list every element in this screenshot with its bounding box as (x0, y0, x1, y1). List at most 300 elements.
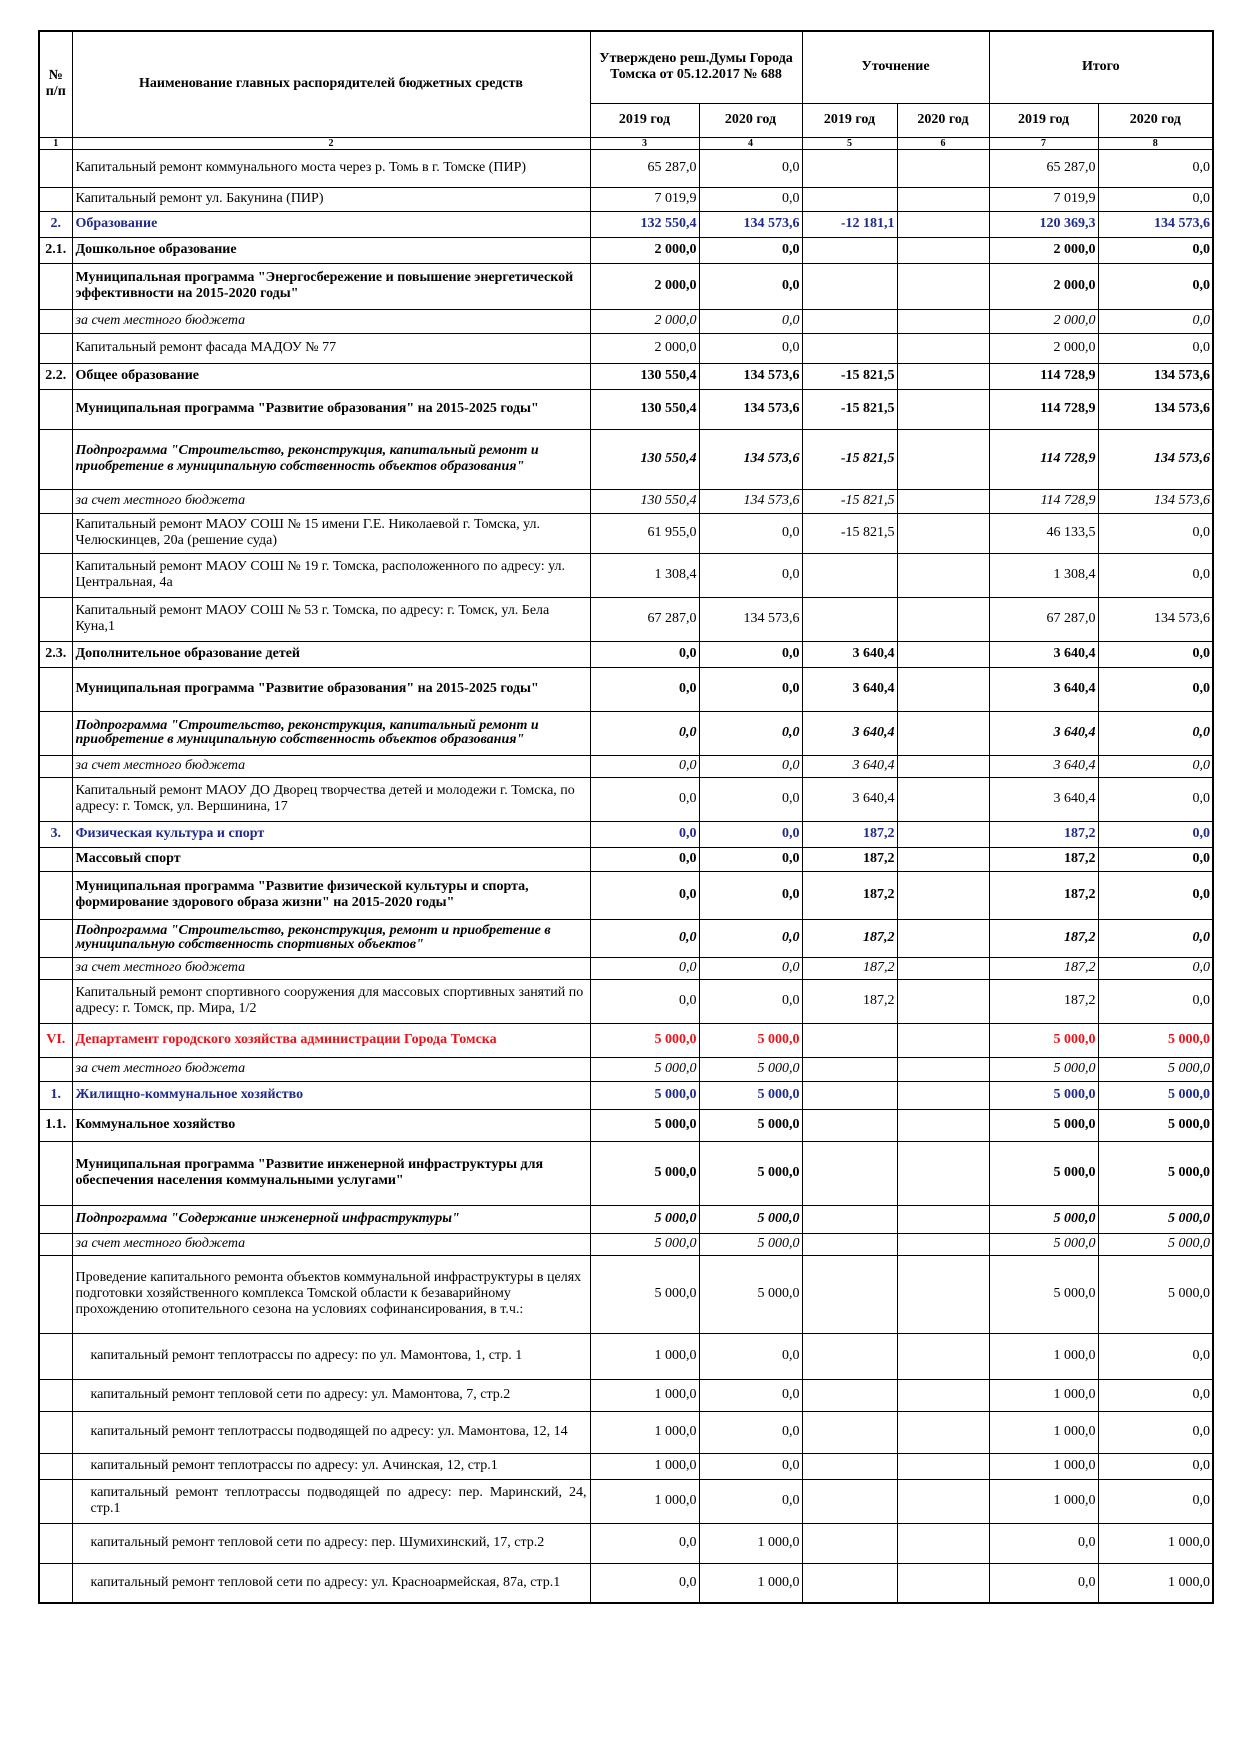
row-name: за счет местного бюджета (72, 309, 590, 333)
value-cell: 0,0 (699, 919, 802, 957)
value-cell: 0,0 (590, 871, 699, 919)
value-cell (897, 187, 989, 211)
value-cell: 5 000,0 (989, 1233, 1098, 1255)
table-header (39, 31, 1213, 149)
value-cell: 3 640,4 (989, 711, 1098, 755)
value-cell: 0,0 (1098, 149, 1213, 187)
value-cell: -15 821,5 (802, 513, 897, 553)
row-number (39, 755, 72, 777)
table-row (39, 1333, 1213, 1379)
value-cell (897, 755, 989, 777)
value-cell (897, 777, 989, 821)
value-cell: 134 573,6 (699, 389, 802, 429)
value-cell (897, 597, 989, 641)
value-cell: 5 000,0 (989, 1023, 1098, 1057)
row-name: Департамент городского хозяйства администрации Города Томска (72, 1023, 590, 1057)
value-cell (897, 1255, 989, 1333)
row-name: Дошкольное образование (72, 237, 590, 263)
value-cell (897, 957, 989, 979)
value-cell: 5 000,0 (699, 1205, 802, 1233)
value-cell (802, 263, 897, 309)
value-cell (897, 979, 989, 1023)
value-cell: 1 000,0 (699, 1563, 802, 1603)
row-name: Муниципальная программа "Развитие образования" на 2015-2025 годы" (72, 389, 590, 429)
table-row (39, 333, 1213, 363)
value-cell: -15 821,5 (802, 389, 897, 429)
value-cell: 1 000,0 (989, 1479, 1098, 1523)
value-cell: 0,0 (1098, 711, 1213, 755)
value-cell: 1 000,0 (590, 1453, 699, 1479)
value-cell: 67 287,0 (989, 597, 1098, 641)
value-cell: 0,0 (1098, 979, 1213, 1023)
row-number (39, 1333, 72, 1379)
value-cell: 3 640,4 (802, 755, 897, 777)
row-number (39, 1379, 72, 1411)
value-cell: 187,2 (989, 919, 1098, 957)
value-cell (897, 489, 989, 513)
value-cell: 0,0 (699, 957, 802, 979)
value-cell: 1 000,0 (590, 1333, 699, 1379)
value-cell: 0,0 (1098, 513, 1213, 553)
value-cell: 134 573,6 (1098, 489, 1213, 513)
value-cell: -15 821,5 (802, 363, 897, 389)
row-name: Капитальный ремонт фасада МАДОУ № 77 (72, 333, 590, 363)
table-row (39, 429, 1213, 489)
table-row (39, 711, 1213, 755)
row-name: Капитальный ремонт ул. Бакунина (ПИР) (72, 187, 590, 211)
value-cell: 0,0 (590, 667, 699, 711)
table-row (39, 597, 1213, 641)
row-name: Капитальный ремонт МАОУ СОШ № 19 г. Томска, расположенного по адресу: ул. Центральная, 4а (72, 553, 590, 597)
header-year: 2020 год (699, 103, 802, 137)
value-cell (802, 553, 897, 597)
value-cell: 5 000,0 (1098, 1205, 1213, 1233)
row-number (39, 1411, 72, 1453)
value-cell: 0,0 (699, 1379, 802, 1411)
row-number: 1.1. (39, 1109, 72, 1141)
value-cell (802, 187, 897, 211)
value-cell: 134 573,6 (1098, 429, 1213, 489)
value-cell: 0,0 (590, 755, 699, 777)
header-year: 2020 год (897, 103, 989, 137)
value-cell (897, 363, 989, 389)
value-cell: 0,0 (989, 1523, 1098, 1563)
value-cell: 0,0 (1098, 821, 1213, 847)
value-cell: 1 000,0 (989, 1379, 1098, 1411)
row-name: Капитальный ремонт коммунального моста через р. Томь в г. Томске (ПИР) (72, 149, 590, 187)
value-cell: 1 000,0 (1098, 1523, 1213, 1563)
value-cell (802, 1233, 897, 1255)
table-row (39, 821, 1213, 847)
value-cell (802, 333, 897, 363)
value-cell (802, 1255, 897, 1333)
value-cell: 5 000,0 (699, 1141, 802, 1205)
value-cell: 0,0 (699, 777, 802, 821)
row-name: капитальный ремонт теплотрассы подводящей по адресу: пер. Маринский, 24, стр.1 (72, 1479, 590, 1523)
value-cell: -12 181,1 (802, 211, 897, 237)
value-cell (897, 641, 989, 667)
column-number: 6 (897, 137, 989, 149)
header-year: 2019 год (802, 103, 897, 137)
table-row (39, 847, 1213, 871)
row-number (39, 309, 72, 333)
column-number: 5 (802, 137, 897, 149)
value-cell: 1 000,0 (989, 1333, 1098, 1379)
value-cell: 5 000,0 (699, 1057, 802, 1081)
header-year: 2019 год (590, 103, 699, 137)
value-cell (897, 1333, 989, 1379)
value-cell: 120 369,3 (989, 211, 1098, 237)
row-number (39, 187, 72, 211)
value-cell (897, 1023, 989, 1057)
value-cell: 1 000,0 (590, 1479, 699, 1523)
header-year: 2019 год (989, 103, 1098, 137)
table-row (39, 667, 1213, 711)
value-cell: 0,0 (989, 1563, 1098, 1603)
value-cell: 3 640,4 (989, 641, 1098, 667)
column-number: 4 (699, 137, 802, 149)
value-cell: 0,0 (699, 333, 802, 363)
value-cell (897, 149, 989, 187)
row-name: Образование (72, 211, 590, 237)
value-cell (897, 871, 989, 919)
value-cell (897, 1523, 989, 1563)
row-number: 1. (39, 1081, 72, 1109)
table-row (39, 1233, 1213, 1255)
value-cell: 5 000,0 (699, 1081, 802, 1109)
row-number (39, 777, 72, 821)
value-cell: 0,0 (1098, 309, 1213, 333)
table-row (39, 1057, 1213, 1081)
value-cell (802, 1141, 897, 1205)
value-cell: 0,0 (699, 979, 802, 1023)
value-cell (897, 1109, 989, 1141)
value-cell (897, 513, 989, 553)
value-cell: 132 550,4 (590, 211, 699, 237)
value-cell: 5 000,0 (1098, 1109, 1213, 1141)
value-cell: 0,0 (699, 149, 802, 187)
value-cell: 67 287,0 (590, 597, 699, 641)
value-cell: 0,0 (1098, 1453, 1213, 1479)
table-row (39, 1479, 1213, 1523)
table-row (39, 263, 1213, 309)
value-cell: 187,2 (989, 957, 1098, 979)
table-row (39, 363, 1213, 389)
value-cell: 5 000,0 (590, 1141, 699, 1205)
value-cell: 0,0 (1098, 1333, 1213, 1379)
row-name: капитальный ремонт тепловой сети по адресу: ул. Мамонтова, 7, стр.2 (72, 1379, 590, 1411)
value-cell: 0,0 (699, 667, 802, 711)
value-cell: 5 000,0 (699, 1255, 802, 1333)
value-cell (802, 1205, 897, 1233)
value-cell (897, 1141, 989, 1205)
value-cell: 0,0 (590, 979, 699, 1023)
value-cell (897, 263, 989, 309)
value-cell: 5 000,0 (590, 1255, 699, 1333)
table-row (39, 957, 1213, 979)
column-number: 1 (39, 137, 72, 149)
value-cell (897, 1233, 989, 1255)
row-number (39, 1523, 72, 1563)
table-row (39, 919, 1213, 957)
row-name: за счет местного бюджета (72, 489, 590, 513)
row-number (39, 1205, 72, 1233)
table-row (39, 309, 1213, 333)
row-name: Общее образование (72, 363, 590, 389)
value-cell: 5 000,0 (590, 1057, 699, 1081)
row-number (39, 489, 72, 513)
value-cell (897, 1411, 989, 1453)
row-number (39, 1479, 72, 1523)
row-name: Подпрограмма "Строительство, реконструкция, ремонт и приобретение в муниципальную собственность спортивных объектов" (72, 919, 590, 957)
value-cell: 187,2 (802, 847, 897, 871)
table-row (39, 513, 1213, 553)
value-cell: 3 640,4 (802, 777, 897, 821)
value-cell (897, 211, 989, 237)
value-cell: 5 000,0 (590, 1205, 699, 1233)
value-cell: 0,0 (590, 1523, 699, 1563)
value-cell: 0,0 (1098, 1379, 1213, 1411)
value-cell: 0,0 (1098, 755, 1213, 777)
value-cell: 0,0 (699, 847, 802, 871)
row-number (39, 389, 72, 429)
value-cell: 2 000,0 (590, 237, 699, 263)
table-row (39, 211, 1213, 237)
value-cell (802, 309, 897, 333)
row-name: Проведение капитального ремонта объектов коммунальной инфраструктуры в целях подготовки хозяйственного комплекса Томской области к безаварийному прохождению отопительного сезона на условиях софинансирования, в т.ч.: (72, 1255, 590, 1333)
value-cell: 130 550,4 (590, 429, 699, 489)
row-number: 2.2. (39, 363, 72, 389)
value-cell: 187,2 (802, 979, 897, 1023)
table-row (39, 1023, 1213, 1057)
value-cell (802, 1411, 897, 1453)
table-row (39, 1081, 1213, 1109)
value-cell: 0,0 (590, 919, 699, 957)
value-cell (897, 847, 989, 871)
value-cell: 0,0 (1098, 871, 1213, 919)
value-cell: 1 000,0 (1098, 1563, 1213, 1603)
value-cell: 5 000,0 (590, 1233, 699, 1255)
row-name: Муниципальная программа "Энергосбережение и повышение энергетической эффективности на 2015-2020 годы" (72, 263, 590, 309)
value-cell: 2 000,0 (989, 263, 1098, 309)
column-number: 8 (1098, 137, 1213, 149)
table-row (39, 1141, 1213, 1205)
value-cell: 134 573,6 (1098, 389, 1213, 429)
budget-table-sheet (38, 30, 1212, 1604)
value-cell: 5 000,0 (699, 1233, 802, 1255)
value-cell (897, 919, 989, 957)
value-cell: 5 000,0 (1098, 1081, 1213, 1109)
row-name: Подпрограмма "Содержание инженерной инфраструктуры" (72, 1205, 590, 1233)
header-name: Наименование главных распорядителей бюджетных средств (72, 31, 590, 137)
value-cell: 114 728,9 (989, 363, 1098, 389)
row-name: за счет местного бюджета (72, 1233, 590, 1255)
value-cell (802, 237, 897, 263)
value-cell: 0,0 (1098, 957, 1213, 979)
header-clarification: Уточнение (802, 31, 989, 103)
row-number (39, 263, 72, 309)
row-name: капитальный ремонт тепловой сети по адресу: пер. Шумихинский, 17, стр.2 (72, 1523, 590, 1563)
value-cell: 0,0 (1098, 667, 1213, 711)
value-cell: 134 573,6 (699, 597, 802, 641)
value-cell: 5 000,0 (590, 1023, 699, 1057)
value-cell: 1 000,0 (590, 1411, 699, 1453)
value-cell: 0,0 (699, 711, 802, 755)
value-cell: 1 308,4 (590, 553, 699, 597)
value-cell: 3 640,4 (989, 777, 1098, 821)
table-row (39, 1411, 1213, 1453)
row-number (39, 553, 72, 597)
value-cell (897, 333, 989, 363)
value-cell: 0,0 (1098, 1479, 1213, 1523)
table-row (39, 777, 1213, 821)
table-row (39, 553, 1213, 597)
table-row (39, 237, 1213, 263)
row-name: капитальный ремонт теплотрассы подводящей по адресу: ул. Мамонтова, 12, 14 (72, 1411, 590, 1453)
table-row (39, 489, 1213, 513)
value-cell: 0,0 (699, 1411, 802, 1453)
row-number (39, 1453, 72, 1479)
value-cell: 0,0 (1098, 847, 1213, 871)
row-number (39, 1255, 72, 1333)
row-number: VI. (39, 1023, 72, 1057)
value-cell (897, 309, 989, 333)
row-number (39, 149, 72, 187)
value-cell: 130 550,4 (590, 489, 699, 513)
row-number (39, 1057, 72, 1081)
value-cell: 0,0 (699, 755, 802, 777)
value-cell: 114 728,9 (989, 389, 1098, 429)
value-cell: 0,0 (699, 821, 802, 847)
header-approved: Утверждено реш.Думы Города Томска от 05.12.2017 № 688 (590, 31, 802, 103)
value-cell (802, 1523, 897, 1563)
value-cell (802, 1109, 897, 1141)
table-row (39, 1379, 1213, 1411)
value-cell: 5 000,0 (989, 1109, 1098, 1141)
value-cell: 187,2 (989, 821, 1098, 847)
row-number: 2. (39, 211, 72, 237)
row-name: Массовый спорт (72, 847, 590, 871)
row-name: за счет местного бюджета (72, 957, 590, 979)
value-cell: 65 287,0 (989, 149, 1098, 187)
value-cell: 0,0 (1098, 919, 1213, 957)
row-number (39, 513, 72, 553)
value-cell (897, 553, 989, 597)
value-cell: 0,0 (699, 553, 802, 597)
table-row (39, 1453, 1213, 1479)
value-cell (802, 1563, 897, 1603)
value-cell: 5 000,0 (590, 1109, 699, 1141)
table-row (39, 871, 1213, 919)
row-number (39, 429, 72, 489)
value-cell: 0,0 (1098, 263, 1213, 309)
row-name: Капитальный ремонт МАОУ СОШ № 53 г. Томска, по адресу: г. Томск, ул. Бела Куна,1 (72, 597, 590, 641)
value-cell: 134 573,6 (699, 211, 802, 237)
row-number: 2.3. (39, 641, 72, 667)
value-cell (802, 1479, 897, 1523)
row-number (39, 711, 72, 755)
value-cell: 134 573,6 (699, 429, 802, 489)
value-cell: 5 000,0 (590, 1081, 699, 1109)
value-cell: 5 000,0 (1098, 1141, 1213, 1205)
value-cell: 0,0 (1098, 187, 1213, 211)
table-row (39, 389, 1213, 429)
row-name: Жилищно-коммунальное хозяйство (72, 1081, 590, 1109)
header-total: Итого (989, 31, 1213, 103)
value-cell: 0,0 (590, 847, 699, 871)
value-cell: 5 000,0 (989, 1205, 1098, 1233)
column-number: 7 (989, 137, 1098, 149)
value-cell: 0,0 (699, 641, 802, 667)
value-cell (897, 429, 989, 489)
row-number (39, 597, 72, 641)
value-cell (802, 1081, 897, 1109)
table-row (39, 1255, 1213, 1333)
value-cell: 0,0 (699, 187, 802, 211)
value-cell: 134 573,6 (699, 363, 802, 389)
value-cell: 5 000,0 (1098, 1057, 1213, 1081)
row-name: капитальный ремонт теплотрассы по адресу: по ул. Мамонтова, 1, стр. 1 (72, 1333, 590, 1379)
value-cell: 1 000,0 (590, 1379, 699, 1411)
value-cell (802, 1453, 897, 1479)
row-name: Подпрограмма "Строительство, реконструкция, капитальный ремонт и приобретение в муниципальную собственность объектов образования" (72, 429, 590, 489)
value-cell: 2 000,0 (590, 309, 699, 333)
row-number (39, 333, 72, 363)
row-name: Капитальный ремонт спортивного сооружения для массовых спортивных занятий по адресу: г. Томск, пр. Мира, 1/2 (72, 979, 590, 1023)
value-cell: 134 573,6 (1098, 211, 1213, 237)
value-cell: 5 000,0 (1098, 1023, 1213, 1057)
value-cell: 5 000,0 (989, 1141, 1098, 1205)
value-cell: 187,2 (802, 957, 897, 979)
value-cell: 3 640,4 (989, 755, 1098, 777)
value-cell: -15 821,5 (802, 489, 897, 513)
value-cell: 0,0 (1098, 237, 1213, 263)
value-cell: 0,0 (699, 871, 802, 919)
value-cell: 5 000,0 (699, 1109, 802, 1141)
value-cell: 61 955,0 (590, 513, 699, 553)
value-cell: 114 728,9 (989, 429, 1098, 489)
row-number (39, 847, 72, 871)
table-row (39, 755, 1213, 777)
row-name: Подпрограмма "Строительство, реконструкция, капитальный ремонт и приобретение в муниципальную собственность объектов образования" (72, 711, 590, 755)
value-cell: 7 019,9 (590, 187, 699, 211)
value-cell (802, 1379, 897, 1411)
row-name: Дополнительное образование детей (72, 641, 590, 667)
row-name: Капитальный ремонт МАОУ СОШ № 15 имени Г.Е. Николаевой г. Томска, ул. Челюскинцев, 20а (решение суда) (72, 513, 590, 553)
value-cell: 0,0 (1098, 777, 1213, 821)
value-cell: 130 550,4 (590, 389, 699, 429)
value-cell: 187,2 (802, 919, 897, 957)
value-cell: 134 573,6 (1098, 597, 1213, 641)
value-cell: 0,0 (699, 1479, 802, 1523)
table-row (39, 1523, 1213, 1563)
row-number (39, 1233, 72, 1255)
value-cell: 46 133,5 (989, 513, 1098, 553)
value-cell (897, 1205, 989, 1233)
value-cell: 0,0 (699, 237, 802, 263)
value-cell (897, 237, 989, 263)
value-cell: 1 000,0 (989, 1411, 1098, 1453)
value-cell: 2 000,0 (989, 309, 1098, 333)
value-cell: 0,0 (699, 1333, 802, 1379)
value-cell: 187,2 (989, 871, 1098, 919)
value-cell (897, 1479, 989, 1523)
value-cell (897, 1057, 989, 1081)
row-name: Физическая культура и спорт (72, 821, 590, 847)
value-cell: 0,0 (1098, 333, 1213, 363)
table-row (39, 1205, 1213, 1233)
value-cell (802, 597, 897, 641)
